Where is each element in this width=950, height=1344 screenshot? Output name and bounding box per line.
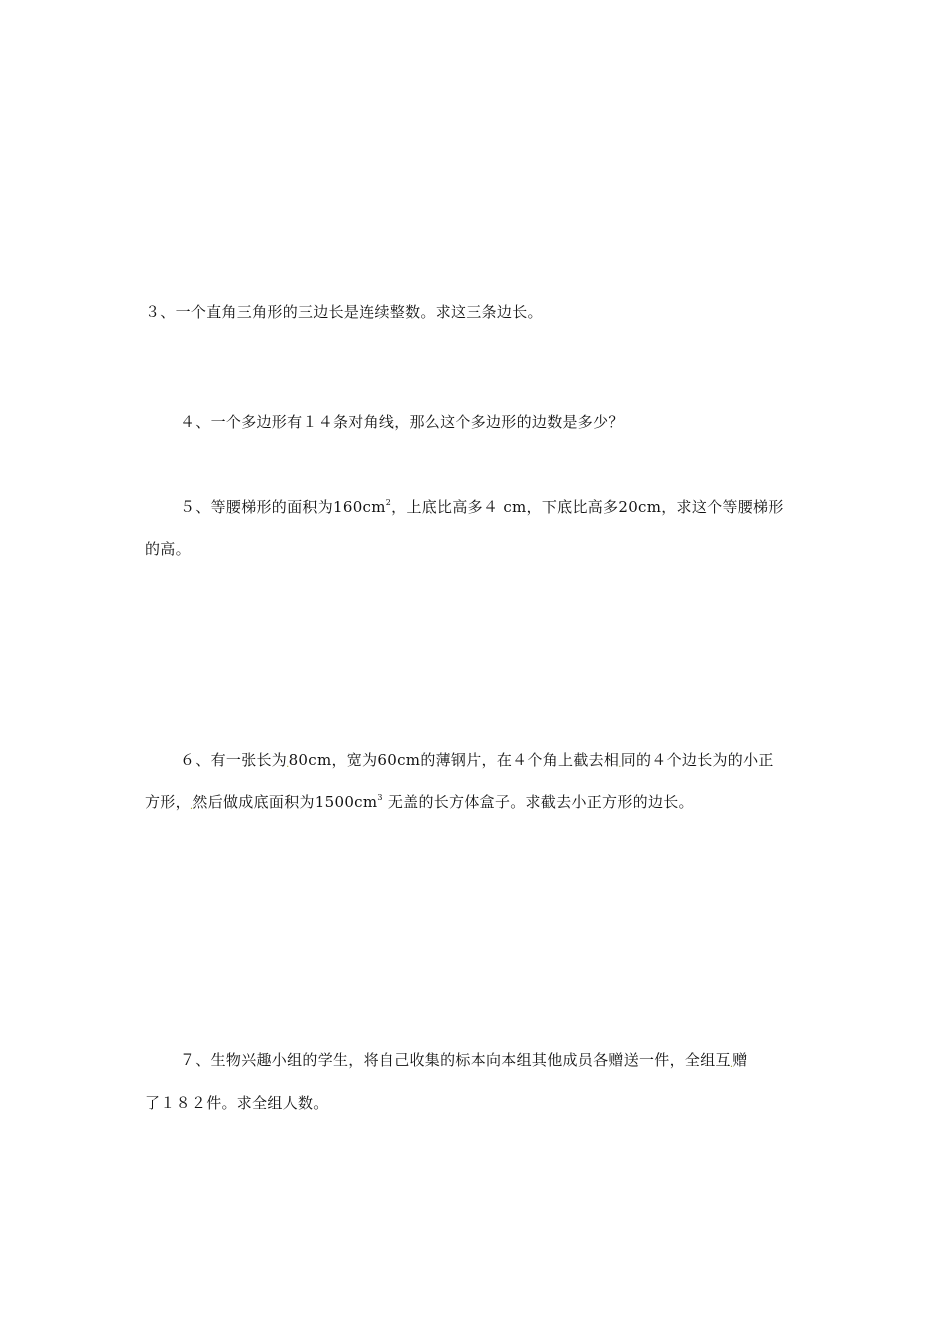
square-exponent: 2: [385, 498, 392, 507]
question-5-line-1: [180, 497, 784, 517]
cube-exponent: 3: [377, 793, 383, 802]
question-4: [180, 412, 624, 432]
question-5-text-b: ，上底比高多４ cm，下底比高多20cm，求这个等腰梯形: [391, 498, 784, 516]
question-6-text-e: 然后做成底面积为1500cm: [192, 793, 378, 811]
artifact-dot: .: [729, 1059, 734, 1070]
artifact-dot: .: [618, 759, 622, 770]
question-6-text-c: 同的４个边长为的小正: [620, 751, 774, 769]
question-5-text-c: 的高。: [145, 540, 191, 558]
question-4-text: ４、一个多边形有１４条对角线，那么这个多边形的边数是多少？: [180, 413, 624, 431]
artifact-dot: .: [286, 759, 290, 770]
question-5-line-2: [145, 539, 191, 559]
question-7-text-a: ７、生物兴趣小组的学生，将自己收集的标本向本组其他成员各赠送一件，全组互: [180, 1051, 731, 1069]
question-7-line-1: [180, 1050, 748, 1075]
question-6-text-a: ６、有一张长为: [180, 751, 288, 769]
question-6-line-1: [180, 750, 774, 775]
artifact-dot: .: [189, 801, 194, 812]
question-6-line-2: [145, 792, 694, 817]
question-6-text-d: 方形，: [145, 793, 191, 811]
question-7-line-2: [145, 1093, 329, 1113]
question-6-text-f: 无盖的长方体盒子。求截去小正方形的边长。: [382, 793, 694, 811]
question-3: [145, 302, 543, 322]
question-6-text-b: 80cm，宽为60cm的薄钢片，在４个角上截去相: [288, 751, 620, 769]
question-3-text: ３、一个直角三角形的三边长是连续整数。求这三条边长。: [145, 303, 543, 321]
question-5-text-a: ５、等腰梯形的面积为160cm: [180, 498, 386, 516]
question-7-text-c: 了１８２件。求全组人数。: [145, 1094, 329, 1112]
question-7-text-b: 赠: [732, 1051, 748, 1069]
